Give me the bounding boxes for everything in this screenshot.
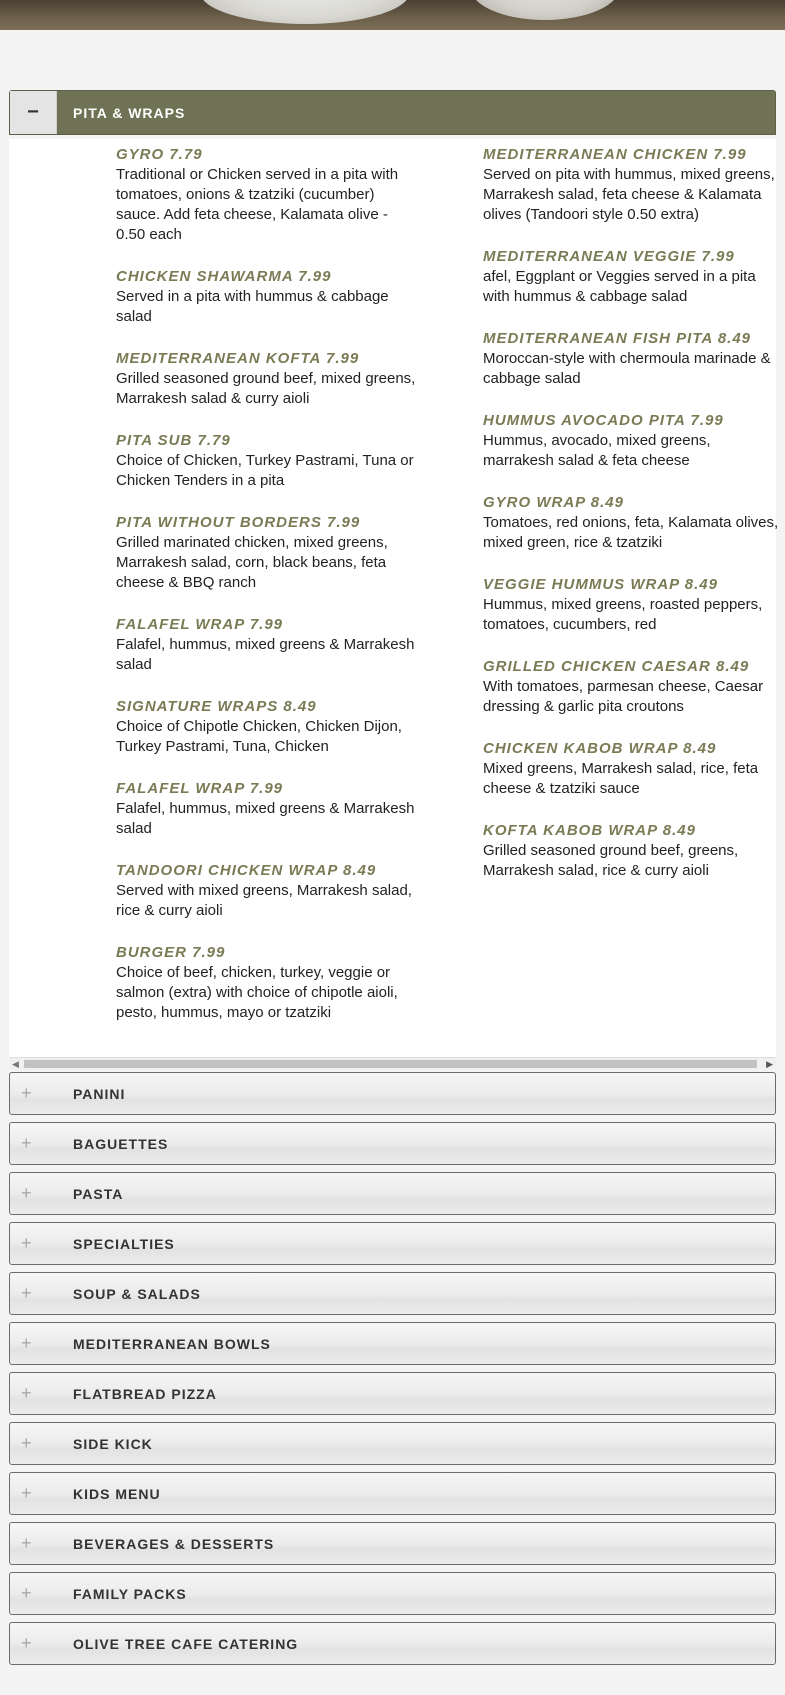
menu-item	[116, 861, 416, 921]
menu-item	[116, 513, 416, 593]
menu-item-description: Hummus, avocado, mixed greens, marrakesh salad & feta cheese	[483, 432, 711, 469]
menu-column-left	[116, 145, 416, 1045]
expand-icon[interactable]: +	[21, 1233, 32, 1253]
menu-item-name: MEDITERRANEAN FISH PITA 8.49	[483, 330, 752, 347]
collapse-icon[interactable]: −	[10, 91, 57, 134]
section-title[interactable]: OLIVE TREE CAFE CATERING	[73, 1636, 299, 1652]
menu-item	[483, 575, 785, 635]
menu-item-name: GYRO WRAP 8.49	[483, 494, 624, 511]
menu-item-name: TANDOORI CHICKEN WRAP 8.49	[116, 862, 377, 879]
section-title[interactable]: PANINI	[73, 1086, 126, 1102]
menu-item-name: KOFTA KABOB WRAP 8.49	[483, 822, 696, 839]
menu-item	[483, 739, 785, 799]
menu-item-name: GRILLED CHICKEN CAESAR 8.49	[483, 658, 750, 675]
section-title[interactable]: SOUP & SALADS	[73, 1286, 201, 1302]
accordion-header-olive-tree-cafe-catering[interactable]	[9, 1622, 776, 1665]
menu-item	[483, 329, 785, 389]
menu-item	[483, 657, 785, 717]
menu-item-name: FALAFEL WRAP 7.99	[116, 780, 284, 797]
menu-item	[116, 349, 416, 409]
section-title[interactable]: BEVERAGES & DESSERTS	[73, 1536, 275, 1552]
expand-icon[interactable]: +	[21, 1583, 32, 1603]
menu-item	[483, 493, 785, 553]
menu-item-name: MEDITERRANEAN CHICKEN 7.99	[483, 146, 747, 163]
menu-item-name: FALAFEL WRAP 7.99	[116, 616, 284, 633]
menu-item	[116, 615, 416, 675]
menu-item-description: Grilled marinated chicken, mixed greens, Marrakesh salad, corn, black beans, feta cheese & BBQ ranch	[116, 534, 388, 591]
menu-item-description: Mixed greens, Marrakesh salad, rice, feta cheese & tzatziki sauce	[483, 760, 759, 797]
expand-icon[interactable]: +	[21, 1383, 32, 1403]
menu-item-description: Falafel, hummus, mixed greens & Marrakesh salad	[116, 800, 415, 837]
expand-icon[interactable]: +	[21, 1533, 32, 1553]
menu-item-description: Moroccan-style with chermoula marinade & cabbage salad	[483, 350, 771, 387]
accordion-header-kids-menu[interactable]	[9, 1472, 776, 1515]
menu-item	[483, 821, 785, 881]
scrollbar-thumb[interactable]	[24, 1060, 757, 1068]
menu-item-description: Choice of Chicken, Turkey Pastrami, Tuna or Chicken Tenders in a pita	[116, 452, 414, 489]
accordion-header-side-kick[interactable]	[9, 1422, 776, 1465]
section-title[interactable]: PITA & WRAPS	[73, 105, 186, 121]
menu-item-name: GYRO 7.79	[116, 146, 203, 163]
menu-item-name: CHICKEN KABOB WRAP 8.49	[483, 740, 717, 757]
scroll-right-icon[interactable]: ▶	[766, 1059, 773, 1069]
menu-item-name: SIGNATURE WRAPS 8.49	[116, 698, 317, 715]
accordion-header-soup-and-salads[interactable]	[9, 1272, 776, 1315]
menu-item-name: CHICKEN SHAWARMA 7.99	[116, 268, 332, 285]
menu-item-description: With tomatoes, parmesan cheese, Caesar dressing & garlic pita croutons	[483, 678, 764, 715]
accordion-header-flatbread-pizza[interactable]	[9, 1372, 776, 1415]
menu-item-description: Served in a pita with hummus & cabbage salad	[116, 288, 389, 325]
section-title[interactable]: SIDE KICK	[73, 1436, 153, 1452]
expand-icon[interactable]: +	[21, 1483, 32, 1503]
accordion-header-family-packs[interactable]	[9, 1572, 776, 1615]
expand-icon[interactable]: +	[21, 1083, 32, 1103]
expand-icon[interactable]: +	[21, 1133, 32, 1153]
menu-item-description: afel, Eggplant or Veggies served in a pita with hummus & cabbage salad	[483, 268, 756, 305]
menu-item-description: Traditional or Chicken served in a pita with tomatoes, onions & tzatziki (cucumber) sauce. Add feta cheese, Kalamata olive - 0.50 each	[116, 166, 399, 243]
accordion-header-pita-wraps[interactable]	[9, 90, 776, 135]
menu-item-name: PITA WITHOUT BORDERS 7.99	[116, 514, 361, 531]
section-title[interactable]: FLATBREAD PIZZA	[73, 1386, 217, 1402]
accordion-header-beverages-and-desserts[interactable]	[9, 1522, 776, 1565]
plate-image	[470, 0, 620, 20]
accordion-header-mediterranean-bowls[interactable]	[9, 1322, 776, 1365]
section-title[interactable]: MEDITERRANEAN BOWLS	[73, 1336, 271, 1352]
menu-item-name: HUMMUS AVOCADO PITA 7.99	[483, 412, 724, 429]
menu-item-description: Served with mixed greens, Marrakesh salad, rice & curry aioli	[116, 882, 412, 919]
menu-item	[116, 697, 416, 757]
accordion-header-pasta[interactable]	[9, 1172, 776, 1215]
menu-item-name: PITA SUB 7.79	[116, 432, 231, 449]
menu-item-description: Tomatoes, red onions, feta, Kalamata olives, mixed green, rice & tzatziki	[483, 514, 779, 551]
section-title[interactable]: BAGUETTES	[73, 1136, 169, 1152]
menu-item	[483, 411, 785, 471]
menu-column-right	[483, 145, 785, 903]
menu-item	[116, 267, 416, 327]
menu-item-description: Grilled seasoned ground beef, mixed greens, Marrakesh salad & curry aioli	[116, 370, 416, 407]
menu-item	[116, 779, 416, 839]
accordion-header-panini[interactable]	[9, 1072, 776, 1115]
expand-icon[interactable]: +	[21, 1433, 32, 1453]
menu-item-description: Choice of beef, chicken, turkey, veggie or salmon (extra) with choice of chipotle aioli, pesto, hummus, mayo or tzatziki	[116, 964, 398, 1021]
horizontal-scrollbar[interactable]	[9, 1057, 776, 1070]
accordion-pita-wraps	[9, 90, 779, 1058]
menu-item	[483, 247, 785, 307]
section-title[interactable]: FAMILY PACKS	[73, 1586, 187, 1602]
menu-item-description: Falafel, hummus, mixed greens & Marrakesh salad	[116, 636, 415, 673]
menu-item-name: VEGGIE HUMMUS WRAP 8.49	[483, 576, 718, 593]
menu-item	[483, 145, 785, 225]
expand-icon[interactable]: +	[21, 1333, 32, 1353]
expand-icon[interactable]: +	[21, 1633, 32, 1653]
menu-item-description: Grilled seasoned ground beef, greens, Marrakesh salad, rice & curry aioli	[483, 842, 739, 879]
scroll-left-icon[interactable]: ◀	[12, 1059, 19, 1069]
section-title[interactable]: SPECIALTIES	[73, 1236, 175, 1252]
section-title[interactable]: KIDS MENU	[73, 1486, 161, 1502]
accordion-list	[9, 1072, 776, 1672]
menu-item-description: Hummus, mixed greens, roasted peppers, tomatoes, cucumbers, red	[483, 596, 763, 633]
menu-item	[116, 145, 416, 245]
menu-panel	[9, 139, 779, 1058]
menu-item-description: Served on pita with hummus, mixed greens, Marrakesh salad, feta cheese & Kalamata olives (Tandoori style 0.50 extra)	[483, 166, 775, 223]
accordion-header-baguettes[interactable]	[9, 1122, 776, 1165]
menu-item-name: MEDITERRANEAN KOFTA 7.99	[116, 350, 360, 367]
expand-icon[interactable]: +	[21, 1283, 32, 1303]
menu-item	[116, 943, 416, 1023]
section-title[interactable]: PASTA	[73, 1186, 124, 1202]
accordion-header-specialties[interactable]	[9, 1222, 776, 1265]
menu-item	[116, 431, 416, 491]
menu-item-name: BURGER 7.99	[116, 944, 226, 961]
hero-banner-image	[0, 0, 785, 30]
menu-item-name: MEDITERRANEAN VEGGIE 7.99	[483, 248, 735, 265]
plate-image	[200, 0, 410, 24]
expand-icon[interactable]: +	[21, 1183, 32, 1203]
menu-item-description: Choice of Chipotle Chicken, Chicken Dijon, Turkey Pastrami, Tuna, Chicken	[116, 718, 402, 755]
